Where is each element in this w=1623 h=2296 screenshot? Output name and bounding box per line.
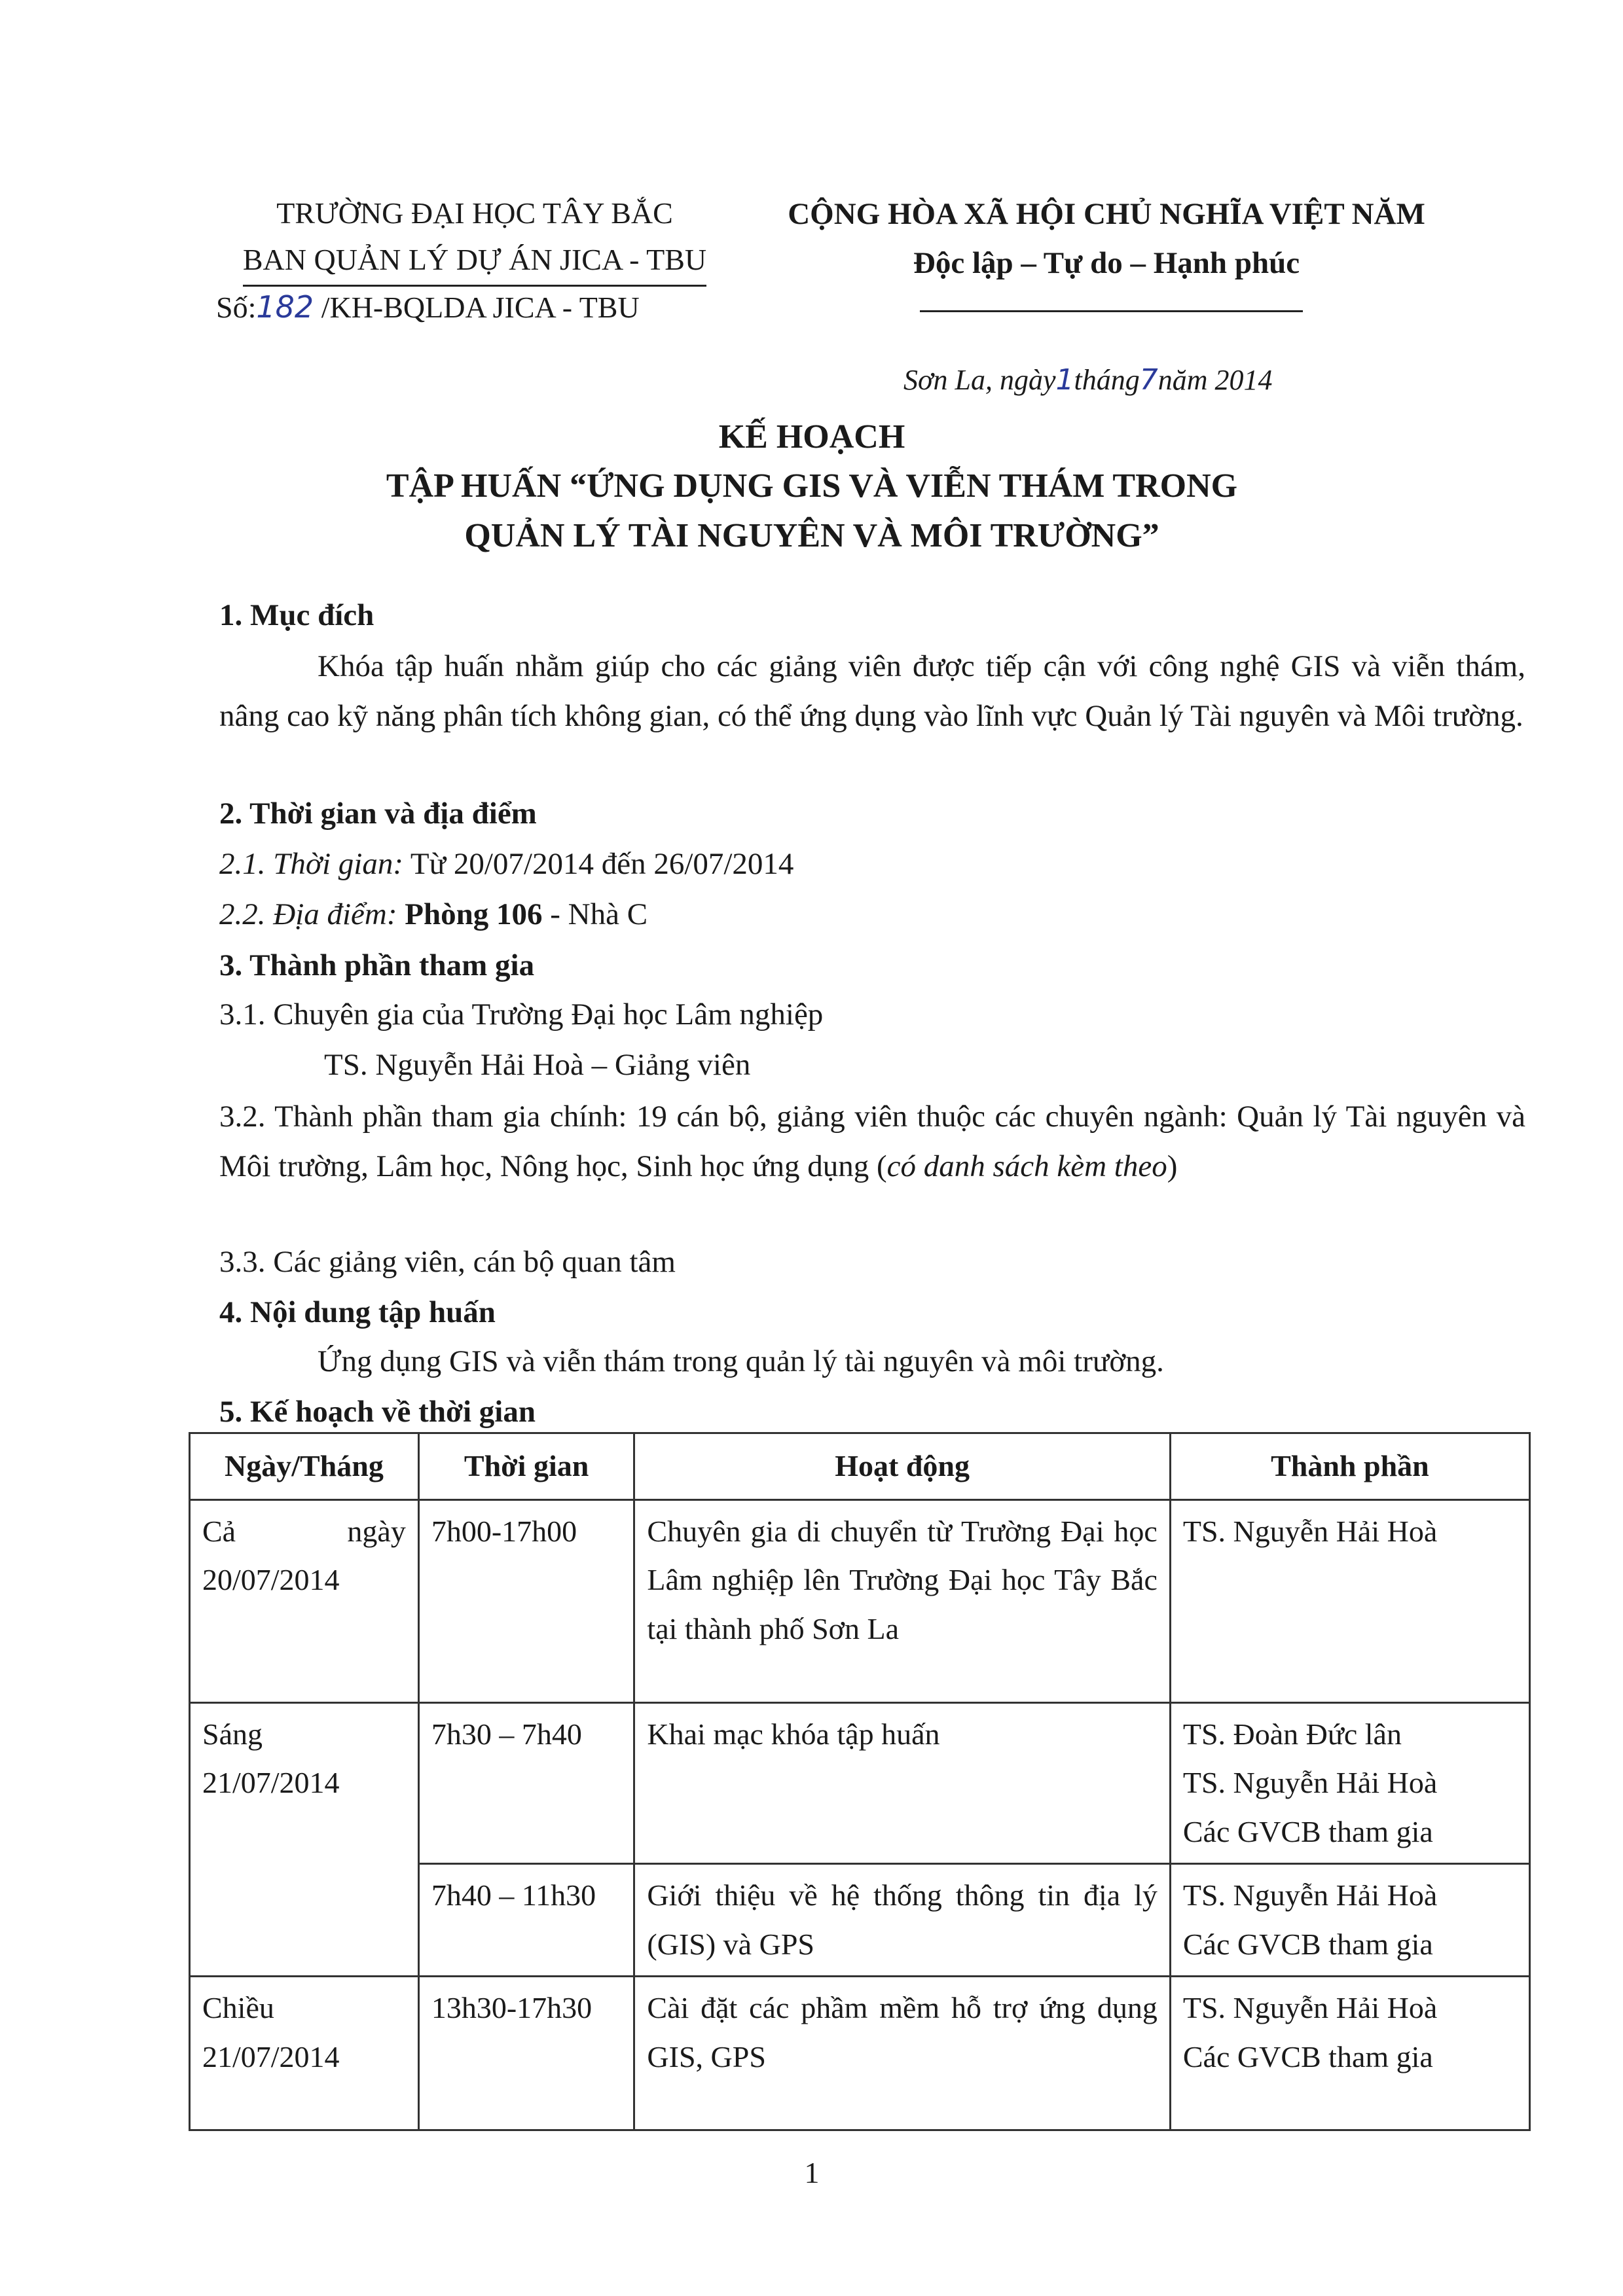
section-3-3: 3.3. Các giảng viên, cán bộ quan tâm [219, 1245, 676, 1279]
table-row [190, 1702, 1530, 1864]
cell-participants: TS. Nguyễn Hải Hoà Các GVCB tham gia [1170, 1864, 1529, 1977]
cell-date: Sáng 21/07/2014 [190, 1702, 419, 1864]
date-year: năm 2014 [1158, 364, 1273, 396]
doc-no-suffix: /KH-BQLDA JICA - TBU [321, 291, 640, 324]
section-3-2 [219, 1092, 1525, 1191]
table-row [190, 1864, 1530, 1977]
title-line-3: QUẢN LÝ TÀI NGUYÊN VÀ MÔI TRƯỜNG” [464, 516, 1159, 554]
date-line [903, 359, 1273, 402]
issuing-organization [196, 190, 753, 287]
time-value: Từ 20/07/2014 đến 26/07/2014 [410, 847, 794, 881]
cell-time: 7h30 – 7h40 [418, 1702, 634, 1864]
section-4-body: Ứng dụng GIS và viễn thám trong quản lý tài nguyên và môi trường. [318, 1344, 1164, 1378]
table-header-row [190, 1433, 1530, 1500]
cell-activity: Chuyên gia di chuyển từ Trường Đại học Lâm nghiệp lên Trường Đại học Tây Bắc tại thành phố Sơn La [634, 1499, 1170, 1702]
cell-activity: Cài đặt các phầm mềm hỗ trợ ứng dụng GIS, GPS [634, 1977, 1170, 2130]
cell-date [190, 1864, 419, 1977]
section-2-2 [219, 891, 1525, 938]
header-time: Thời gian [418, 1433, 634, 1500]
location-label: 2.2. Địa điểm: [219, 897, 397, 931]
location-building: - Nhà C [550, 897, 648, 931]
title-line-2: TẬP HUẤN “ỨNG DỤNG GIS VÀ VIỄN THÁM TRONG [386, 467, 1238, 505]
section-5-heading: 5. Kế hoạch về thời gian [219, 1395, 536, 1429]
cell-time: 13h30-17h30 [418, 1977, 634, 2130]
section-3-2-close: ) [1167, 1149, 1178, 1184]
doc-no-handwritten: 182 [256, 289, 314, 325]
document-title [196, 412, 1427, 560]
section-1-heading: 1. Mục đích [219, 598, 374, 632]
expert-person: TS. Nguyễn Hải Hoà – Giảng viên [324, 1048, 751, 1082]
date-month-handwritten: 7 [1139, 363, 1158, 397]
section-3-1: 3.1. Chuyên gia của Trường Đại học Lâm nghiệp [219, 997, 824, 1031]
cell-activity: Giới thiệu về hệ thống thông tin địa lý (GIS) và GPS [634, 1864, 1170, 1977]
cell-activity: Khai mạc khóa tập huấn [634, 1702, 1170, 1864]
page-number: 1 [804, 2156, 820, 2189]
date-month-prefix: tháng [1074, 364, 1140, 396]
table-row [190, 1499, 1530, 1702]
org-line-1: TRƯỜNG ĐẠI HỌC TÂY BẮC [276, 196, 673, 230]
cell-participants: TS. Đoàn Đức lân TS. Nguyễn Hải Hoà Các GVCB tham gia [1170, 1702, 1529, 1864]
cell-date: Cả ngày 20/07/2014 [190, 1499, 419, 1702]
national-motto [746, 190, 1467, 288]
cell-time: 7h40 – 11h30 [418, 1864, 634, 1977]
cell-date: Chiều 21/07/2014 [190, 1977, 419, 2130]
section-4-heading: 4. Nội dung tập huấn [219, 1295, 496, 1329]
table-row [190, 1977, 1530, 2130]
section-2-1 [219, 841, 1525, 888]
section-3-heading: 3. Thành phần tham gia [219, 948, 535, 982]
doc-no-prefix: Số: [216, 291, 257, 324]
location-room: Phòng 106 [405, 897, 543, 931]
document-number [216, 285, 640, 330]
section-3-2-text: 3.2. Thành phần tham gia chính: 19 cán bộ, giảng viên thuộc các chuyên ngành: Quản lý Tài nguyên và Môi trường, Lâm học, Nông học, Sinh học ứng dụng ( [219, 1100, 1525, 1184]
date-place: Sơn La, ngày [903, 364, 1056, 396]
section-1-body: Khóa tập huấn nhằm giúp cho các giảng viên được tiếp cận với công nghệ GIS và viễn thám, nâng cao kỹ năng phân tích không gian, có thể ứng dụng vào lĩnh vực Quản lý Tài nguyên và Môi trường. [219, 649, 1525, 734]
nation-line-1: CỘNG HÒA XÃ HỘI CHỦ NGHĨA VIỆT NĂM [788, 197, 1425, 231]
section-3-2-italic: có danh sách kèm theo [886, 1149, 1167, 1184]
cell-participants: TS. Nguyễn Hải Hoà [1170, 1499, 1529, 1702]
cell-time: 7h00-17h00 [418, 1499, 634, 1702]
header-activity: Hoạt động [634, 1433, 1170, 1500]
time-label: 2.1. Thời gian: [219, 847, 403, 881]
section-2-heading: 2. Thời gian và địa điểm [219, 797, 537, 831]
title-line-1: KẾ HOẠCH [718, 418, 905, 456]
date-day-handwritten: 1 [1055, 363, 1074, 397]
org-line-2: BAN QUẢN LÝ DỰ ÁN JICA - TBU [243, 236, 706, 286]
header-participants: Thành phần [1170, 1433, 1529, 1500]
nation-line-2: Độc lập – Tự do – Hạnh phúc [913, 246, 1300, 281]
cell-participants: TS. Nguyễn Hải Hoà Các GVCB tham gia [1170, 1977, 1529, 2130]
schedule-table [189, 1432, 1531, 2131]
motto-underline [920, 310, 1303, 312]
header-date: Ngày/Tháng [190, 1433, 419, 1500]
